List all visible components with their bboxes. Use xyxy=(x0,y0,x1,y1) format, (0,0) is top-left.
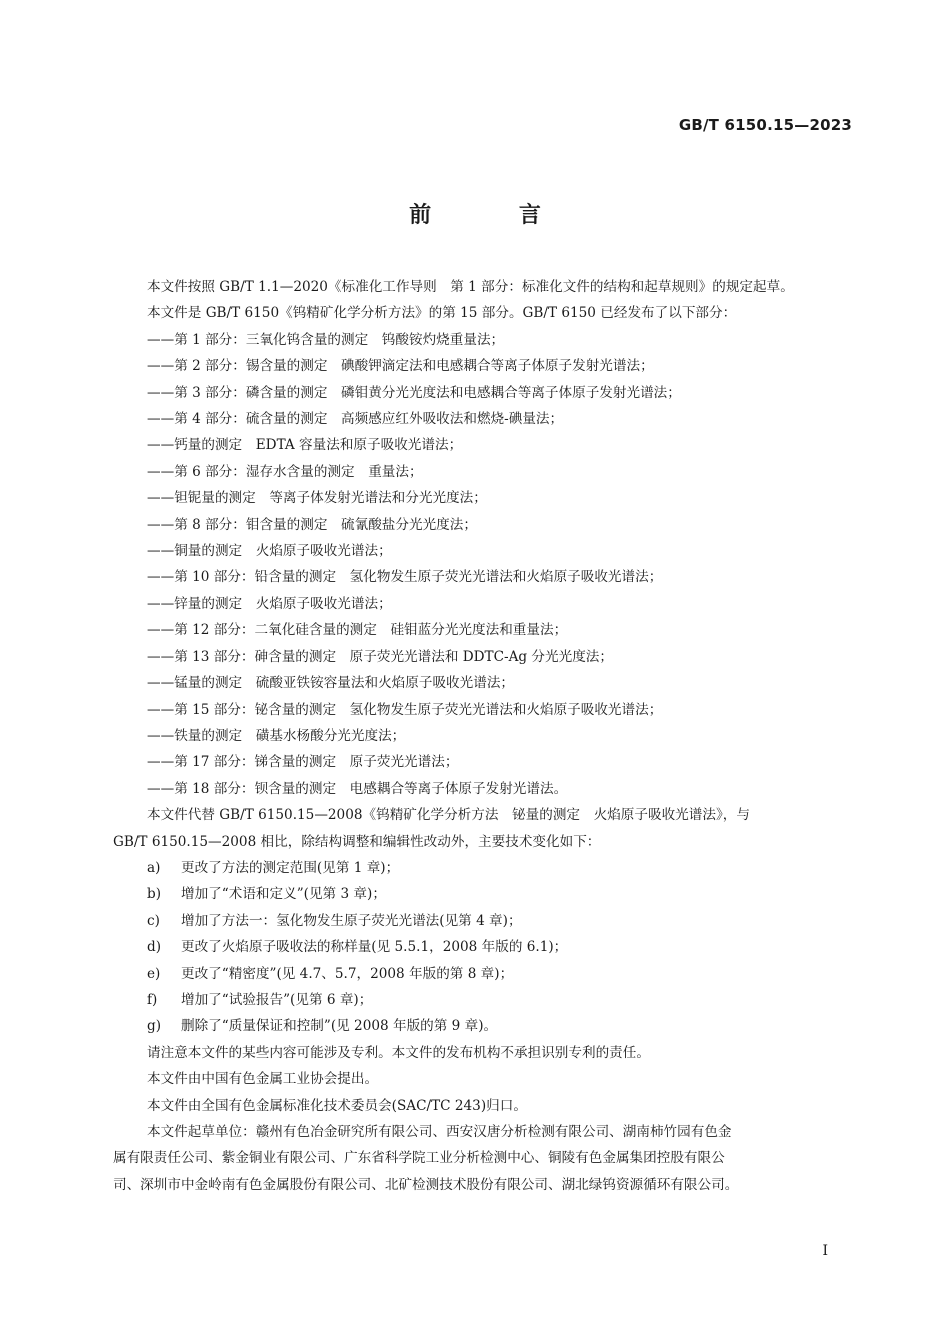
list-item: ——第 15 部分：铋含量的测定 氢化物发生原子荧光光谱法和火焰原子吸收光谱法； xyxy=(147,701,663,718)
drafters-line-2: 属有限责任公司、紫金铜业有限公司、广东省科学院工业分析检测中心、铜陵有色金属集团控股有限公 xyxy=(113,1150,725,1167)
list-item xyxy=(113,855,853,881)
drafters-line-3: 司、深圳市中金岭南有色金属股份有限公司、北矿检测技术股份有限公司、湖北绿钨资源循环有限公司。 xyxy=(113,1176,739,1193)
list-item: ——铁量的测定 磺基水杨酸分光光度法； xyxy=(147,727,406,744)
item-label: e) xyxy=(147,965,161,982)
proposer-statement: 本文件由中国有色金属工业协会提出。 xyxy=(147,1071,379,1088)
page-number: I xyxy=(822,1243,828,1259)
list-item: ——第 12 部分：二氧化硅含量的测定 硅钼蓝分光光度法和重量法； xyxy=(147,622,568,639)
item-text: 增加了“试验报告”(见第 6 章)； xyxy=(181,991,373,1008)
replacement-paragraph-line-2: GB/T 6150.15—2008 相比，除结构调整和编辑性改动外，主要技术变化如下： xyxy=(113,833,601,850)
committee-statement: 本文件由全国有色金属标准化技术委员会(SAC/TC 243)归口。 xyxy=(147,1097,527,1114)
list-item: ——钙量的测定 EDTA 容量法和原子吸收光谱法； xyxy=(147,437,463,454)
drafters-line-1: 本文件起草单位：赣州有色冶金研究所有限公司、西安汉唐分析检测有限公司、湖南柿竹园有色金 xyxy=(147,1124,732,1140)
foreword-body xyxy=(113,274,853,1198)
item-text: 增加了“术语和定义”(见第 3 章)； xyxy=(181,886,386,903)
list-item xyxy=(113,934,853,960)
list-item: ——第 8 部分：钼含量的测定 硫氰酸盐分光光度法； xyxy=(147,516,477,533)
item-label: b) xyxy=(147,886,162,903)
list-item: ——第 18 部分：钡含量的测定 电感耦合等离子体原子发射光谱法。 xyxy=(147,780,568,797)
replacement-paragraph-line-1: 本文件代替 GB/T 6150.15—2008《钨精矿化学分析方法 铋量的测定 火焰原子吸收光谱法》，与 xyxy=(147,807,750,824)
list-item: ——第 3 部分：磷含量的测定 磷钼黄分光光度法和电感耦合等离子体原子发射光谱法； xyxy=(147,384,681,401)
item-label: c) xyxy=(147,912,160,929)
series-intro-paragraph: 本文件是 GB/T 6150《钨精矿化学分析方法》的第 15 部分。GB/T 6150 已经发布了以下部分： xyxy=(147,305,737,322)
item-text: 增加了方法一：氢化物发生原子荧光光谱法(见第 4 章)； xyxy=(181,912,522,929)
item-text: 更改了“精密度”(见 4.7、5.7，2008 年版的第 8 章)； xyxy=(181,965,514,982)
list-item: ——第 10 部分：铅含量的测定 氢化物发生原子荧光光谱法和火焰原子吸收光谱法； xyxy=(147,569,663,586)
list-item xyxy=(113,961,853,987)
list-item: ——锌量的测定 火焰原子吸收光谱法； xyxy=(147,595,392,612)
list-item xyxy=(113,881,853,907)
page-title: 前 言 xyxy=(409,203,581,228)
item-text: 删除了“质量保证和控制”(见 2008 年版的第 9 章)。 xyxy=(181,1018,498,1035)
patent-notice: 请注意本文件的某些内容可能涉及专利。本文件的发布机构不承担识别专利的责任。 xyxy=(147,1044,650,1061)
list-item: ——第 2 部分：锡含量的测定 碘酸钾滴定法和电感耦合等离子体原子发射光谱法； xyxy=(147,358,654,375)
list-item: ——第 13 部分：砷含量的测定 原子荧光光谱法和 DDTC-Ag 分光光度法； xyxy=(147,648,613,665)
standard-code: GB/T 6150.15—2023 xyxy=(678,116,852,134)
list-item: ——第 1 部分：三氧化钨含量的测定 钨酸铵灼烧重量法； xyxy=(147,331,505,348)
list-item xyxy=(113,987,853,1013)
list-item: ——第 4 部分：硫含量的测定 高频感应红外吸收法和燃烧-碘量法； xyxy=(147,411,564,428)
item-label: g) xyxy=(147,1018,162,1035)
list-item: ——第 6 部分：湿存水含量的测定 重量法； xyxy=(147,463,423,480)
list-item xyxy=(113,908,853,934)
item-label: a) xyxy=(147,859,161,876)
list-item: ——锰量的测定 硫酸亚铁铵容量法和火焰原子吸收光谱法； xyxy=(147,675,515,692)
changes-list xyxy=(113,855,853,1040)
item-text: 更改了火焰原子吸收法的称样量(见 5.5.1，2008 年版的 6.1)； xyxy=(181,939,568,956)
item-label: d) xyxy=(147,939,162,956)
list-item: ——钽铌量的测定 等离子体发射光谱法和分光光度法； xyxy=(147,490,487,507)
drafting-rule-paragraph: 本文件按照 GB/T 1.1—2020《标准化工作导则 第 1 部分：标准化文件的结构和起草规则》的规定起草。 xyxy=(147,279,794,295)
item-label: f) xyxy=(147,991,158,1008)
list-item: ——第 17 部分：锑含量的测定 原子荧光光谱法； xyxy=(147,754,459,771)
list-item xyxy=(113,1013,853,1039)
item-text: 更改了方法的测定范围(见第 1 章)； xyxy=(181,859,400,876)
list-item: ——铜量的测定 火焰原子吸收光谱法； xyxy=(147,543,392,560)
parts-list xyxy=(113,327,853,802)
